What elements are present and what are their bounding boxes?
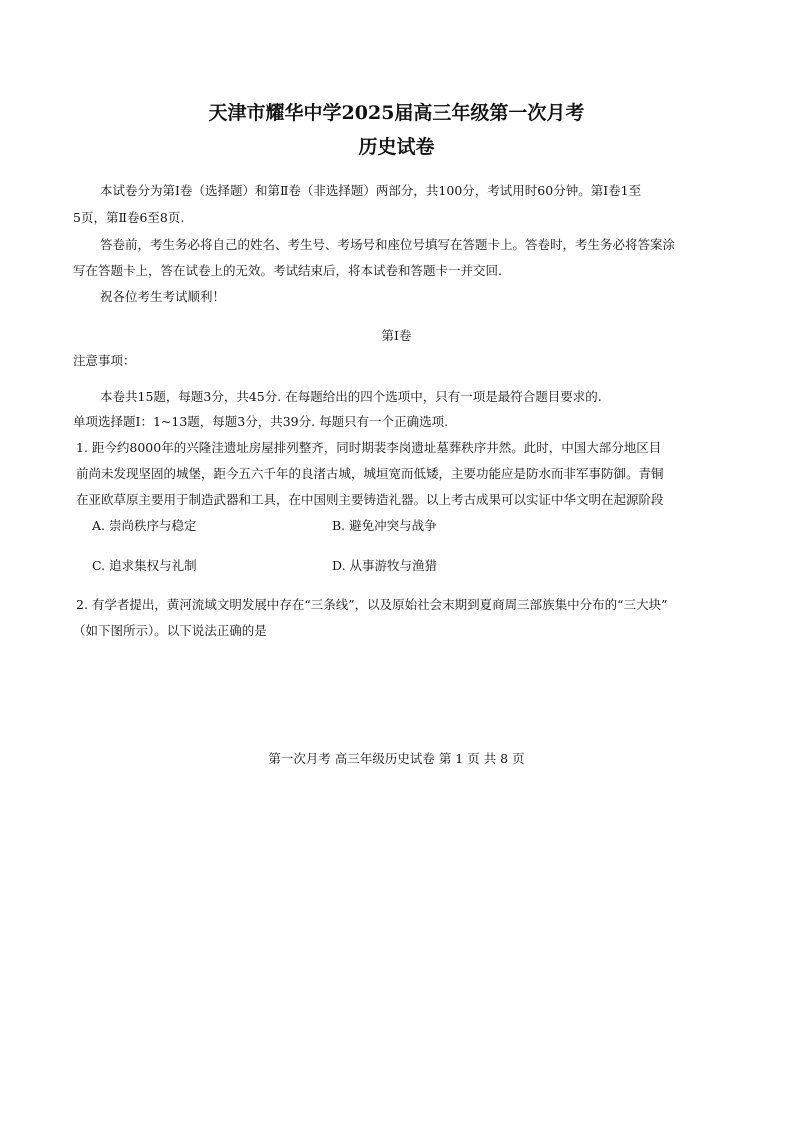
notice-label: 注意事项：: [73, 353, 136, 368]
question-1-option-b: B. 避免冲突与战争: [332, 518, 437, 533]
question-1-option-a: A. 崇尚秩序与稳定: [92, 518, 197, 533]
section-description: 本卷共15题，每题3分，共45分. 在每题给出的四个选项中，只有一项是最符合题目要求的.: [100, 389, 602, 404]
question-1-option-d: D. 从事游牧与渔猎: [332, 558, 438, 573]
question-1-option-c: C. 追求集权与礼制: [92, 558, 197, 573]
single-choice-instructions: 单项选择题Ⅰ：1~13题，每题3分，共39分. 每题只有一个正确选项.: [73, 414, 449, 429]
question-1-line-3: 在亚欧草原主要用于制造武器和工具，在中国则主要铸造礼器。以上考古成果可以实证中华文明在起源阶段: [76, 492, 664, 507]
question-2-line-1: 2. 有学者提出，黄河流域文明发展中存在“三条线”，以及原始社会末期到夏商周三部族集中分布的“三大块”: [76, 597, 668, 612]
section-heading: 第Ⅰ卷: [381, 328, 412, 343]
question-1-line-1: 1. 距今约8000年的兴隆洼遗址房屋排列整齐，同时期裴李岗遗址墓葬秩序井然。此时，中国大部分地区目: [76, 440, 662, 455]
intro-paragraph-1-line-2: 5页，第Ⅱ卷6至8页.: [73, 210, 185, 225]
page-footer: 第一次月考 高三年级历史试卷 第 1 页 共 8 页: [268, 751, 525, 766]
question-2-line-2: （如下图所示）。以下说法正确的是: [73, 623, 267, 638]
question-1-line-2: 前尚未发现坚固的城堡，距今五六千年的良渚古城，城垣宽而低矮，主要功能应是防水而非军事防御。青铜: [76, 466, 664, 481]
intro-paragraph-1-line-1: 本试卷分为第Ⅰ卷（选择题）和第Ⅱ卷（非选择题）两部分，共100分，考试用时60分钟。第Ⅰ卷1至: [100, 183, 642, 198]
intro-paragraph-2-line-2: 写在答题卡上，答在试卷上的无效。考试结束后，将本试卷和答题卡一并交回.: [73, 263, 502, 278]
intro-paragraph-2-line-1: 答卷前，考生务必将自己的姓名、考生号、考场号和座位号填写在答题卡上。答卷时，考生务必将答案涂: [100, 237, 676, 252]
intro-wishes: 祝各位考生考试顺利！: [100, 289, 226, 304]
exam-title: 天津市耀华中学2025届高三年级第一次月考: [208, 102, 585, 124]
exam-subtitle: 历史试卷: [358, 136, 435, 158]
